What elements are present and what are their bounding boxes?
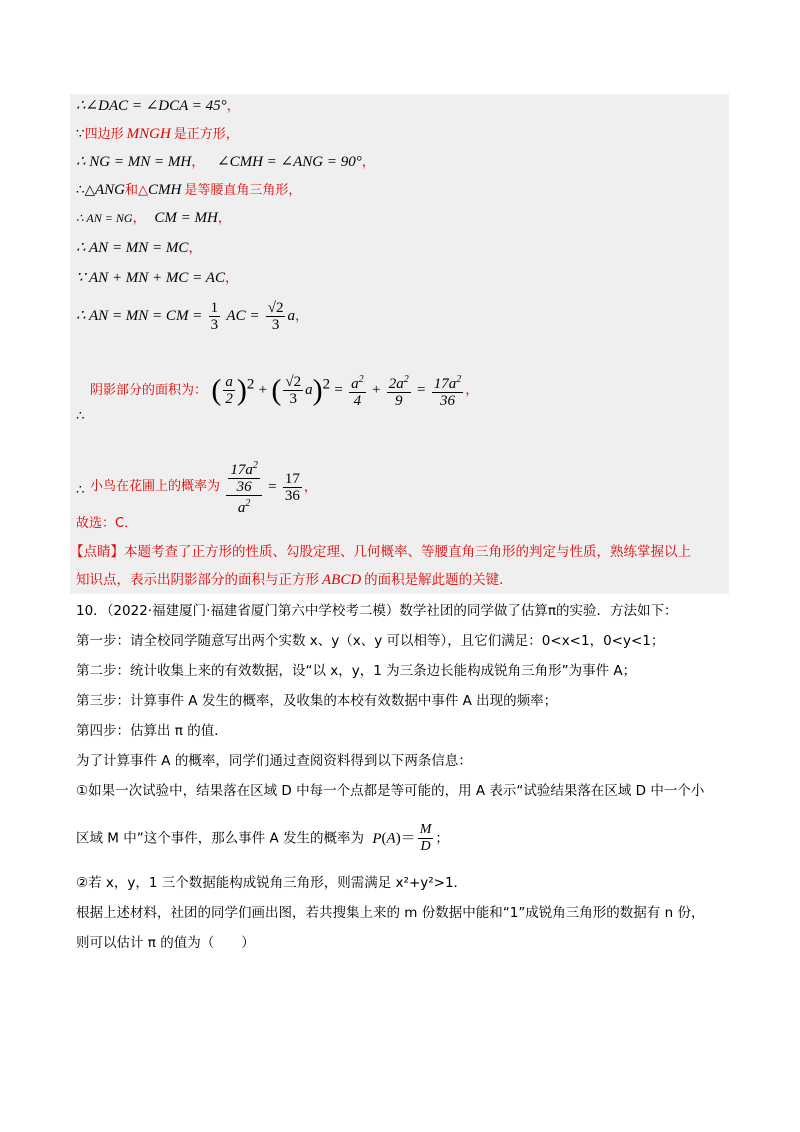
solution-line-3: ∴ NG = MN = MH， ∠CMH = ∠ANG = 90°， <box>76 154 376 170</box>
solution-probability-line: 小鸟在花圃上的概率为 $\frac{\frac{17a^2}{36}}{a^2}$ = $\frac{17}{36}$ ， <box>90 460 318 516</box>
solution-line-7: ∵ AN + MN + MC = AC， <box>76 270 239 286</box>
question-material: 根据上述材料，社团的同学们画出图，若共搜集上来的 m 份数据中能和“1”成锐角三角形的数据有 n 份， <box>76 905 705 921</box>
comment-line-1: 【点睛】本题考查了正方形的性质、勾股定理、几何概率、等腰直角三角形的判定与性质，熟练掌握以上 <box>70 544 691 560</box>
question-info-1b: 区域 M 中”这个事件，那么事件 A 发生的概率为 P(A)＝ $\frac{M}{D}$ ； <box>76 822 449 854</box>
solution-area-therefore: ∴ <box>76 408 85 424</box>
comment-line-2: 知识点，表示出阴影部分的面积与正方形 ABCD 的面积是解此题的关键. <box>76 572 504 588</box>
solution-probability-therefore: ∴ <box>76 482 85 498</box>
fraction-root2-over-3: $\frac{√2}{3}$ <box>267 300 284 333</box>
solution-line-4: ∴△ANG和△CMH 是等腰直角三角形， <box>76 182 302 198</box>
question-step-2: 第二步：统计收集上来的有效数据，设“以 x，y，1 为三条边长能构成锐角三角形”为事件 A； <box>76 663 637 679</box>
fraction-one-third: $\frac{1}{3}$ <box>210 300 219 333</box>
solution-line-8: ∴ AN = MN = CM = $\frac{1}{3}$ AC = $\frac{√2}{3}$ a， <box>76 300 309 333</box>
question-info-1a: ①如果一次试验中，结果落在区域 D 中每一个点都是等可能的，用 A 表示“试验结果落在区域 D 中一个小 <box>76 783 705 799</box>
solution-area-line: 阴影部分的面积为： ( $\frac{a}{2}$ )$^2$ + ( $\frac{√2}{3}$ a)$^2$ = $\frac{a^2}{4}$ + $\frac{2a^2}{9}$ = $\frac{17a^2}{36}$ ， <box>90 373 479 409</box>
solution-line-6: ∴ AN = MN = MC， <box>76 240 202 256</box>
question-step-1: 第一步：请全校同学随意写出两个实数 x、y（x、y 可以相等），且它们满足：0<x<1，0<y<1； <box>76 633 665 649</box>
solution-line-5: ∴ AN = NG， CM = MH， <box>76 210 232 226</box>
solution-line-2: ∵四边形 MNGH 是正方形， <box>76 126 239 142</box>
question-intro: 为了计算事件 A 的概率，同学们通过查阅资料得到以下两条信息： <box>76 753 472 769</box>
question-step-3: 第三步：计算事件 A 发生的概率，及收集的本校有效数据中事件 A 出现的频率； <box>76 693 558 709</box>
answer-line: 故选：C． <box>76 516 138 531</box>
question-ask: 则可以估计 π 的值为（ ） <box>76 935 255 951</box>
solution-block <box>70 94 729 594</box>
compound-fraction: $\frac{\frac{17a^2}{36}}{a^2}$ <box>226 458 262 516</box>
question-info-2: ②若 x，y，1 三个数据能构成锐角三角形，则需满足 x²+y²>1． <box>76 875 468 891</box>
solution-line-1: ∴∠DAC = ∠DCA = 45°， <box>76 98 241 114</box>
question-step-4: 第四步：估算出 π 的值． <box>76 723 228 739</box>
question-header: 10．（2022·福建厦门·福建省厦门第六中学校考二模）数学社团的同学做了估算π的实验．方法如下： <box>76 603 678 619</box>
